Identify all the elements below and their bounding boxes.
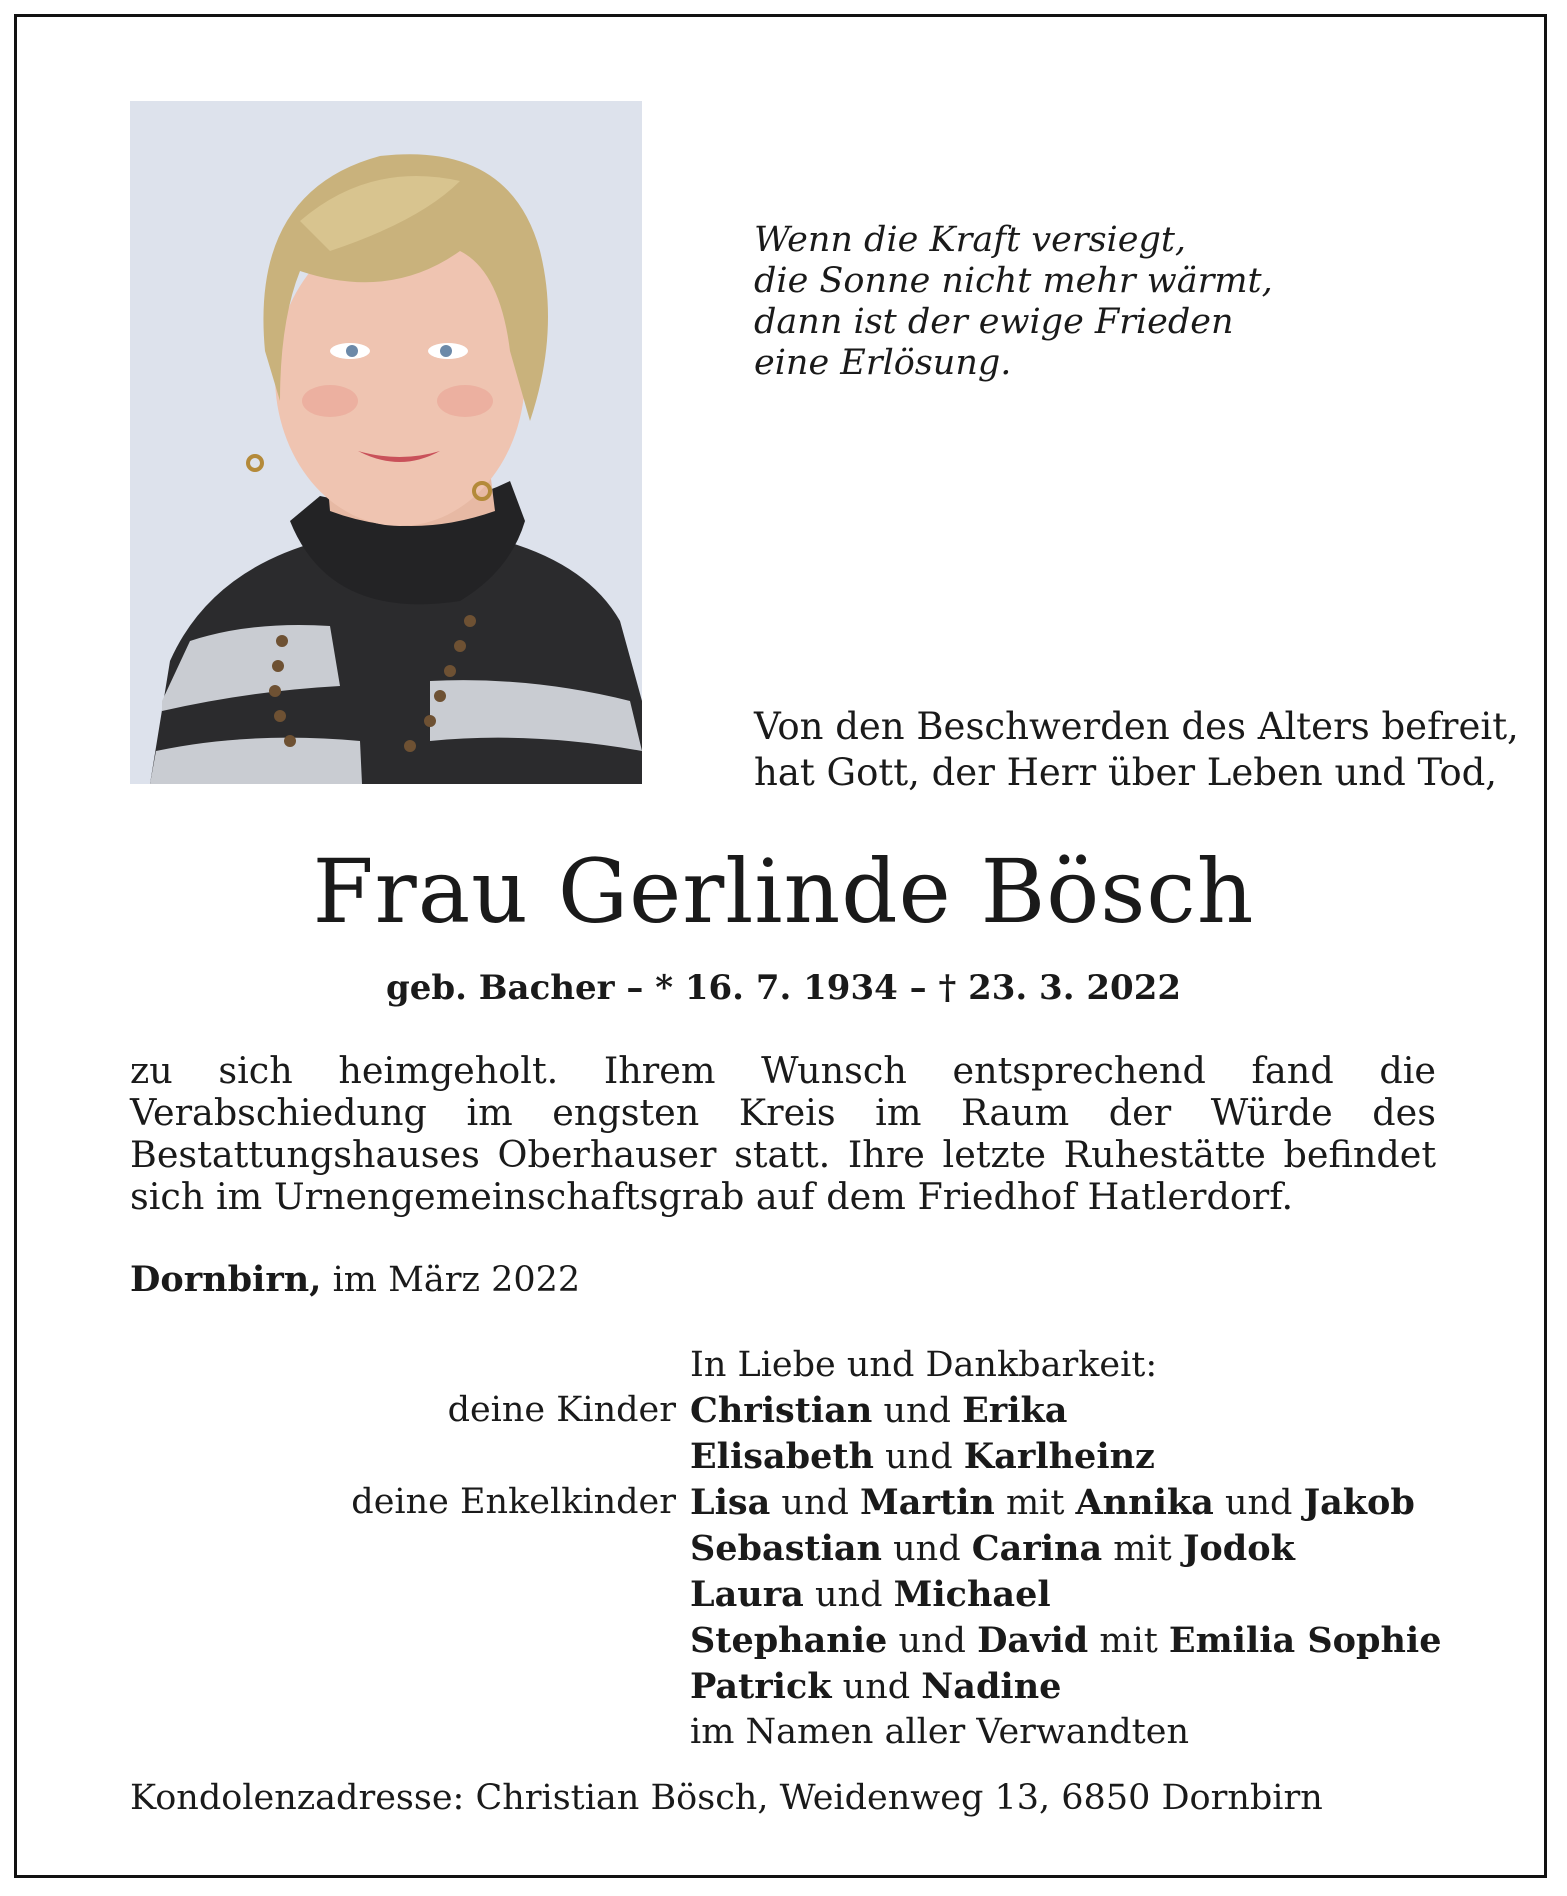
family-name: David <box>977 1620 1089 1661</box>
family-name: Stephanie <box>690 1620 888 1661</box>
poem-quote <box>754 220 1273 384</box>
intro-text <box>754 704 1519 796</box>
name-connector: mit <box>1088 1621 1169 1661</box>
intro-line: Von den Beschwerden des Alters befreit, <box>754 705 1519 748</box>
family-list <box>0 1388 1567 1755</box>
family-name: Michael <box>893 1574 1051 1615</box>
name-connector: mit <box>1102 1529 1183 1569</box>
signoff-block <box>0 1343 1567 1755</box>
deceased-name: Frau Gerlinde Bösch <box>312 840 1255 943</box>
signoff-heading: In Liebe und Dankbarkeit: <box>690 1345 1158 1385</box>
family-name: Jakob <box>1303 1482 1415 1523</box>
family-name: Karlheinz <box>963 1436 1155 1477</box>
name-connector: und <box>874 1437 964 1477</box>
family-name: Patrick <box>690 1666 832 1707</box>
place-city: Dornbirn, <box>130 1259 322 1300</box>
family-names <box>690 1618 1442 1664</box>
name-connector: und <box>770 1483 861 1523</box>
poem-line: die Sonne nicht mehr wärmt, <box>754 261 1273 301</box>
place-date <box>130 1258 580 1302</box>
closing-text: im Namen aller Verwandten <box>690 1712 1189 1752</box>
name-connector: und <box>1213 1483 1304 1523</box>
family-row <box>0 1618 1567 1664</box>
family-row <box>0 1572 1567 1618</box>
family-name: Jodok <box>1182 1528 1295 1569</box>
condolence-address: Kondolenzadresse: Christian Bösch, Weidenweg 13, 6850 Dornbirn <box>130 1778 1323 1818</box>
family-row <box>0 1388 1567 1434</box>
family-row <box>0 1480 1567 1526</box>
name-connector: und <box>803 1575 894 1615</box>
birth-death-dates: geb. Bacher – * 16. 7. 1934 – † 23. 3. 2022 <box>385 968 1182 1008</box>
family-name: Annika <box>1075 1482 1214 1523</box>
closing-row <box>0 1710 1567 1755</box>
family-names <box>690 1664 1061 1710</box>
family-names <box>690 1388 1067 1434</box>
name-connector: und <box>872 1391 963 1431</box>
family-row <box>0 1664 1567 1710</box>
family-names <box>690 1526 1295 1572</box>
poem-line: Wenn die Kraft versiegt, <box>754 220 1187 260</box>
poem-line: dann ist der ewige Frieden <box>754 302 1234 342</box>
family-name: Sebastian <box>690 1528 882 1569</box>
family-name: Lisa <box>690 1482 771 1523</box>
family-name: Nadine <box>921 1666 1062 1707</box>
portrait-illustration <box>130 101 642 784</box>
funeral-details: zu sich heimgeholt. Ihrem Wunsch entsprechend fand die Verabschiedung im engsten Kreis im Raum der Würde des Bestattungshauses Oberhauser statt. Ihre letzte Ruhestätte befindet sich im Urnengemeinschaftsgrab auf dem Friedhof Hatlerdorf. <box>130 1049 1436 1218</box>
relation-label: deine Kinder <box>447 1390 676 1430</box>
family-name: Christian <box>690 1390 873 1431</box>
family-name: Erika <box>962 1390 1068 1431</box>
portrait-photo <box>130 101 642 784</box>
name-connector: und <box>882 1529 972 1569</box>
family-names <box>690 1572 1051 1618</box>
signoff-heading-row <box>0 1343 1567 1388</box>
family-name: Elisabeth <box>690 1436 875 1477</box>
family-row <box>0 1526 1567 1572</box>
name-connector: und <box>887 1621 978 1661</box>
family-row <box>0 1434 1567 1480</box>
name-connector: und <box>831 1667 922 1707</box>
intro-line: hat Gott, der Herr über Leben und Tod, <box>754 751 1498 794</box>
family-name: Martin <box>860 1482 995 1523</box>
poem-line: eine Erlösung. <box>754 343 1012 383</box>
relation-label: deine Enkelkinder <box>351 1482 676 1522</box>
family-name: Laura <box>690 1574 804 1615</box>
family-names <box>690 1434 1155 1480</box>
family-name: Carina <box>971 1528 1103 1569</box>
name-connector: mit <box>994 1483 1076 1523</box>
family-names <box>690 1480 1415 1526</box>
family-name: Emilia Sophie <box>1168 1620 1442 1661</box>
place-date-text: im März 2022 <box>332 1260 581 1300</box>
